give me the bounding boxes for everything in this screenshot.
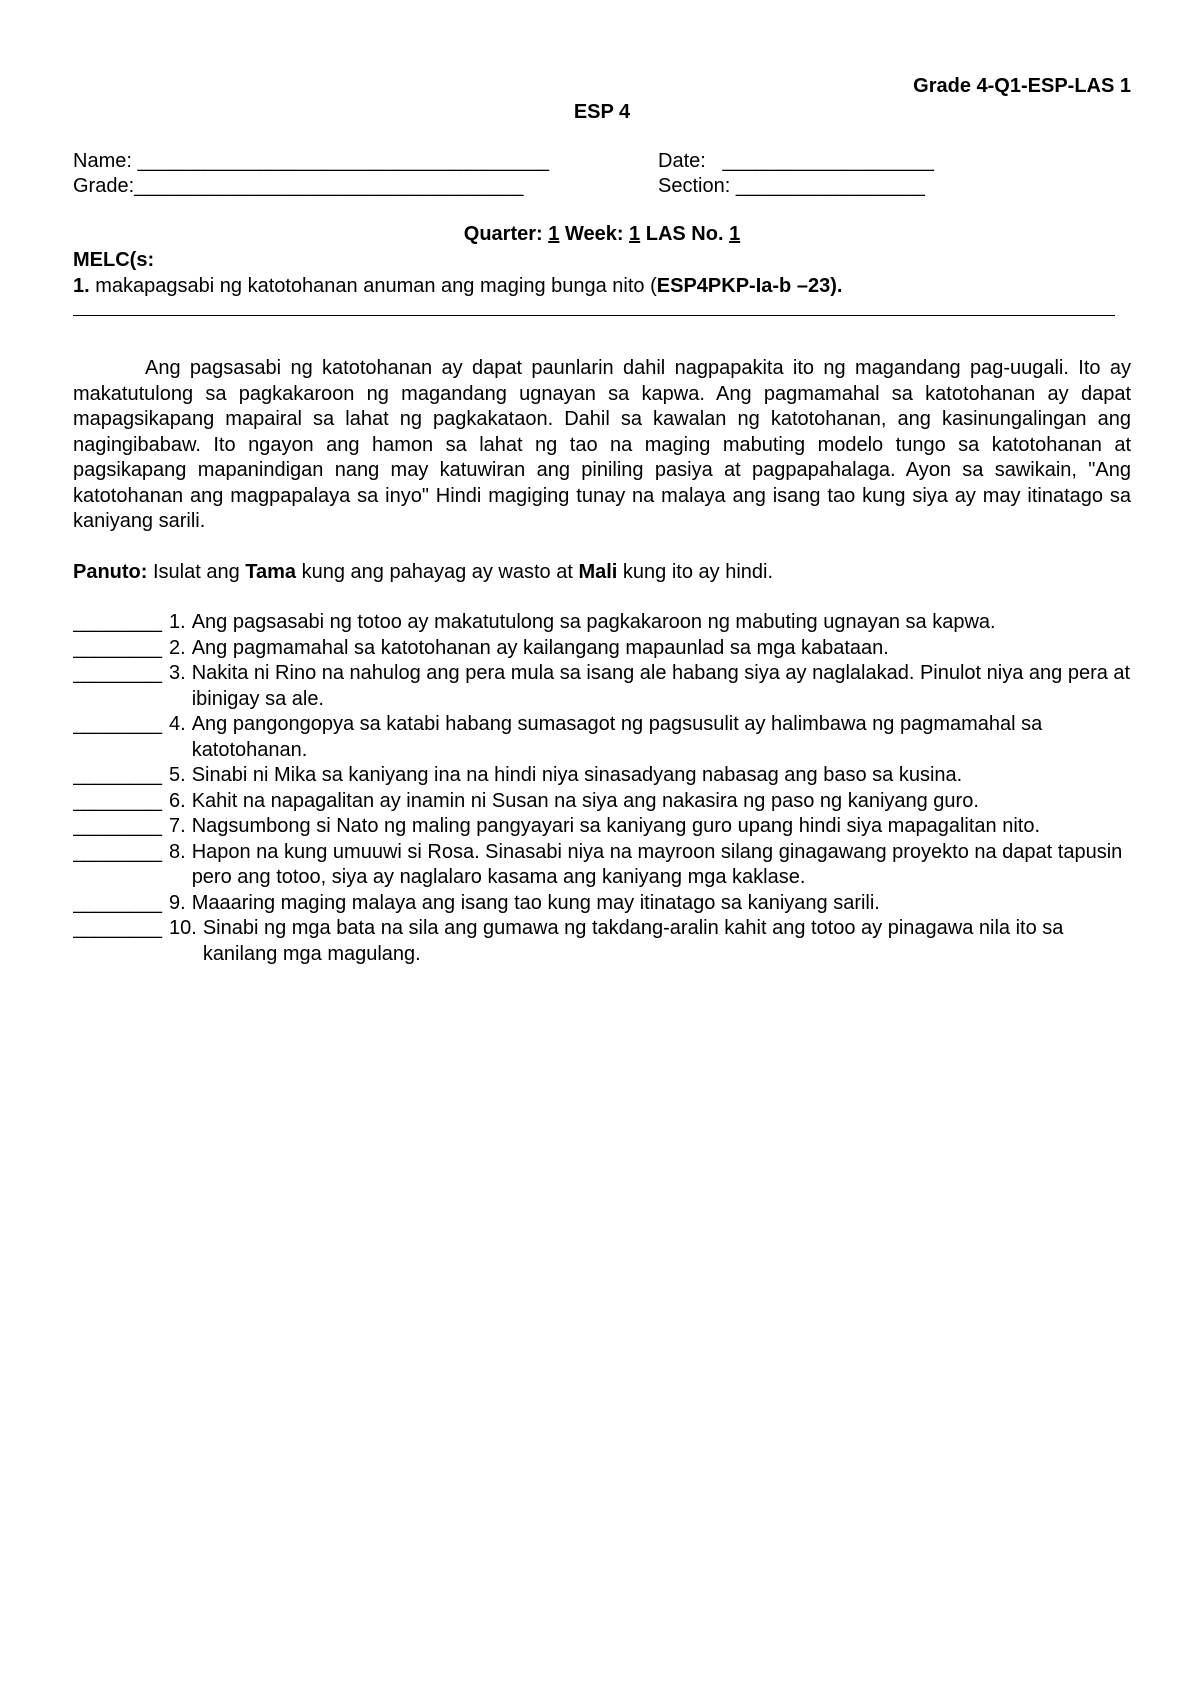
answer-blank[interactable]: ________ — [73, 789, 162, 812]
question-text: Ang pagsasabi ng totoo ay makatutulong sa pagkakaroon ng mabuting ugnayan sa kapwa. — [191, 611, 996, 633]
question-number: 8. — [169, 840, 186, 863]
las-label: LAS No. — [645, 223, 724, 245]
answer-blank[interactable]: ________ — [73, 891, 162, 914]
question-text: Sinabi ng mga bata na sila ang gumawa ng takdang-aralin kahit ang totoo ay pinagawa nila ito sa kanilang mga magulang. — [202, 917, 1064, 965]
question-number: 3. — [169, 662, 186, 684]
question-text: Ang pangongopya sa katabi habang sumasagot ng pagsusulit ay halimbawa ng pagmamahal sa katotohanan. — [191, 713, 1043, 761]
question-number: 1. — [169, 611, 186, 633]
panuto-label: Panuto: — [73, 560, 148, 583]
week-label: Week: — [564, 223, 624, 245]
question-item-4 — [73, 712, 1131, 763]
question-item-6 — [73, 789, 1131, 815]
question-number: 6. — [169, 789, 186, 812]
question-text: Nakita ni Rino na nahulog ang pera mula sa isang ale habang siya ay naglalakad. Pinulot niya ang pera at ibinigay sa ale. — [191, 662, 1131, 710]
answer-blank[interactable]: ________ — [73, 840, 162, 863]
question-item-3 — [73, 661, 1131, 712]
question-item-7 — [73, 814, 1131, 840]
date-label: Date: — [658, 150, 706, 172]
panuto-part1: Isulat ang — [147, 560, 246, 583]
instructions — [73, 560, 1131, 586]
question-text: Nagsumbong si Nato ng maling pangyayari sa kaniyang guro upang hindi siya mapagalitan nito. — [191, 815, 1040, 837]
quarter-label: Quarter: — [463, 223, 543, 245]
date-blank: ___________________ — [722, 150, 934, 172]
question-text: Ang pagmamahal sa katotohanan ay kailangang mapaunlad sa mga kabataan. — [191, 636, 889, 659]
question-text: Hapon na kung umuuwi si Rosa. Sinasabi niya na mayroon silang ginagawang proyekto na dapat tapusin pero ang totoo, siya ay naglalaro kasama ang kaniyang mga kaklase. — [191, 840, 1123, 888]
info-row-grade-section — [73, 174, 1131, 199]
grade-field[interactable] — [73, 174, 658, 199]
answer-blank[interactable]: ________ — [73, 815, 162, 837]
melc-label: MELC(s: — [73, 249, 155, 271]
lesson-paragraph: Ang pagsasabi ng katotohanan ay dapat paunlarin dahil nagpapakita ito ng magandang pag-uugali. Ito ay makatutulong sa pagkakaroon ng magandang ugnayan sa kapwa. Ang pagmamahal sa katotohanan ay dapat mapagsikapang mapairal sa lahat ng pagkakataon. Dahil sa kawalan ng katotohanan, ang kasinungalingan ang nagingibabaw. Ito ngayon ang hamon sa lahat ng tao na maging mabuting modelo tungo sa katotohanan at pagsikapang mapanindigan nang may katuwiran ang piniling pasiya at pagpapahalaga. Ayon sa sawikain, "Ang katotohanan ang magpapalaya sa inyo" Hindi magiging tunay na malaya ang isang tao kung siya ay may itinatago sa kaniyang sarili. — [73, 357, 1131, 532]
question-item-2 — [73, 636, 1131, 662]
section-field[interactable] — [658, 174, 1131, 199]
question-item-5 — [73, 763, 1131, 789]
question-item-1 — [73, 610, 1131, 636]
panuto-tama: Tama — [245, 560, 297, 583]
question-text: Maaaring maging malaya ang isang tao kung may itinatago sa kaniyang sarili. — [191, 891, 880, 914]
quarter-week-las — [73, 222, 1131, 248]
question-number: 4. — [169, 713, 186, 735]
name-blank: _____________________________________ — [137, 150, 550, 172]
question-number: 9. — [169, 891, 186, 914]
question-text: Kahit na napagalitan ay inamin ni Susan na siya ang nakasira ng paso ng kaniyang guro. — [191, 789, 979, 812]
question-number: 5. — [169, 764, 186, 786]
answer-blank[interactable]: ________ — [73, 917, 162, 939]
question-number: 7. — [169, 815, 186, 837]
melc-item-number: 1. — [73, 274, 90, 297]
section-blank: _________________ — [735, 175, 925, 197]
name-label: Name: — [73, 150, 132, 172]
melc-item — [73, 274, 1131, 300]
answer-blank[interactable]: ________ — [73, 611, 162, 633]
panuto-mali: Mali — [578, 560, 618, 583]
question-number: 10. — [169, 917, 197, 939]
grade-label: Grade: — [73, 175, 135, 197]
subject-title: ESP 4 — [573, 101, 631, 123]
answer-blank[interactable]: ________ — [73, 662, 162, 684]
question-text: Sinabi ni Mika sa kaniyang ina na hindi niya sinasadyang nabasag ang baso sa kusina. — [191, 764, 963, 786]
question-number: 2. — [169, 636, 186, 659]
melc-item-text: makapagsabi ng katotohanan anuman ang maging bunga nito ( — [95, 274, 657, 297]
answer-blank[interactable]: ________ — [73, 764, 162, 786]
panuto-part2: kung ang pahayag ay wasto at — [296, 560, 579, 583]
document-code: Grade 4-Q1-ESP-LAS 1 — [913, 75, 1131, 97]
question-item-10 — [73, 916, 1131, 967]
info-row-name-date — [73, 149, 1131, 174]
answer-blank[interactable]: ________ — [73, 713, 162, 735]
section-label: Section: — [658, 175, 731, 197]
week-value: 1 — [629, 223, 641, 245]
answer-blank[interactable]: ________ — [73, 636, 162, 659]
grade-blank: ___________________________________ — [134, 175, 524, 197]
divider-line — [73, 315, 1115, 316]
melc-item-code: ESP4PKP-Ia-b –23). — [656, 274, 843, 297]
quarter-value: 1 — [548, 223, 560, 245]
las-value: 1 — [729, 223, 741, 245]
question-item-8 — [73, 840, 1131, 891]
question-list — [73, 610, 1131, 967]
panuto-part3: kung ito ay hindi. — [617, 560, 774, 583]
date-field[interactable] — [658, 149, 1131, 174]
question-item-9 — [73, 891, 1131, 917]
name-field[interactable] — [73, 149, 658, 174]
